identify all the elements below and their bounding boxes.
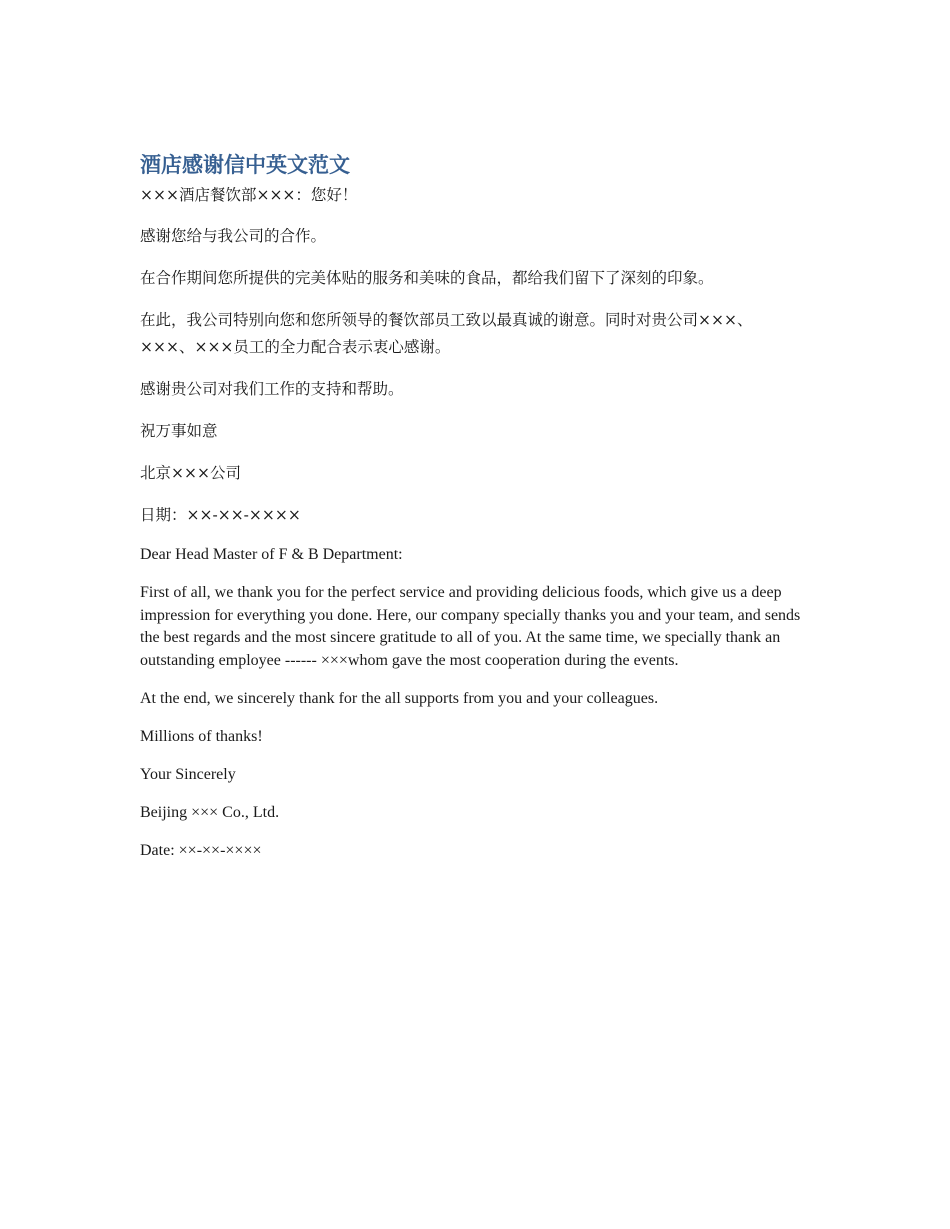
document-page: [140, 150, 805, 878]
zh-signature: 北京×××公司: [140, 464, 241, 482]
zh-paragraph: 在合作期间您所提供的完美体贴的服务和美味的食品，都给我们留下了深刻的印象。: [140, 269, 714, 287]
en-paragraph: At the end, we sincerely thank for the all supports from you and your colleagues.: [140, 689, 659, 707]
en-paragraph: First of all, we thank you for the perfect service and providing delicious foods, which give us a deep impression for everything you done. Here, our company specially thanks you and your team, and sends the best regards and the most sincere gratitude to all of you. At the same time, we specially thank an outstanding employee ------ ×××whom gave the most cooperation during the events.: [140, 583, 801, 669]
zh-paragraph: 感谢贵公司对我们工作的支持和帮助。: [140, 380, 404, 398]
en-signature: Beijing ××× Co., Ltd.: [140, 803, 280, 821]
en-date: Date: ××-××-××××: [140, 841, 262, 859]
en-closing: Millions of thanks!: [140, 727, 263, 745]
zh-salutation: ×××酒店餐饮部×××：您好！: [140, 186, 358, 204]
zh-paragraph: 在此，我公司特别向您和您所领导的餐饮部员工致以最真诚的谢意。同时对贵公司×××、×××、×××员工的全力配合表示衷心感谢。: [140, 311, 753, 356]
document-title: 酒店感谢信中英文范文: [140, 153, 350, 177]
zh-date: 日期：××-××-××××: [140, 506, 301, 524]
en-salutation: Dear Head Master of F & B Department:: [140, 546, 403, 563]
zh-paragraph: 感谢您给与我公司的合作。: [140, 227, 327, 245]
zh-closing: 祝万事如意: [140, 422, 218, 440]
en-sign-off: Your Sincerely: [140, 765, 236, 783]
